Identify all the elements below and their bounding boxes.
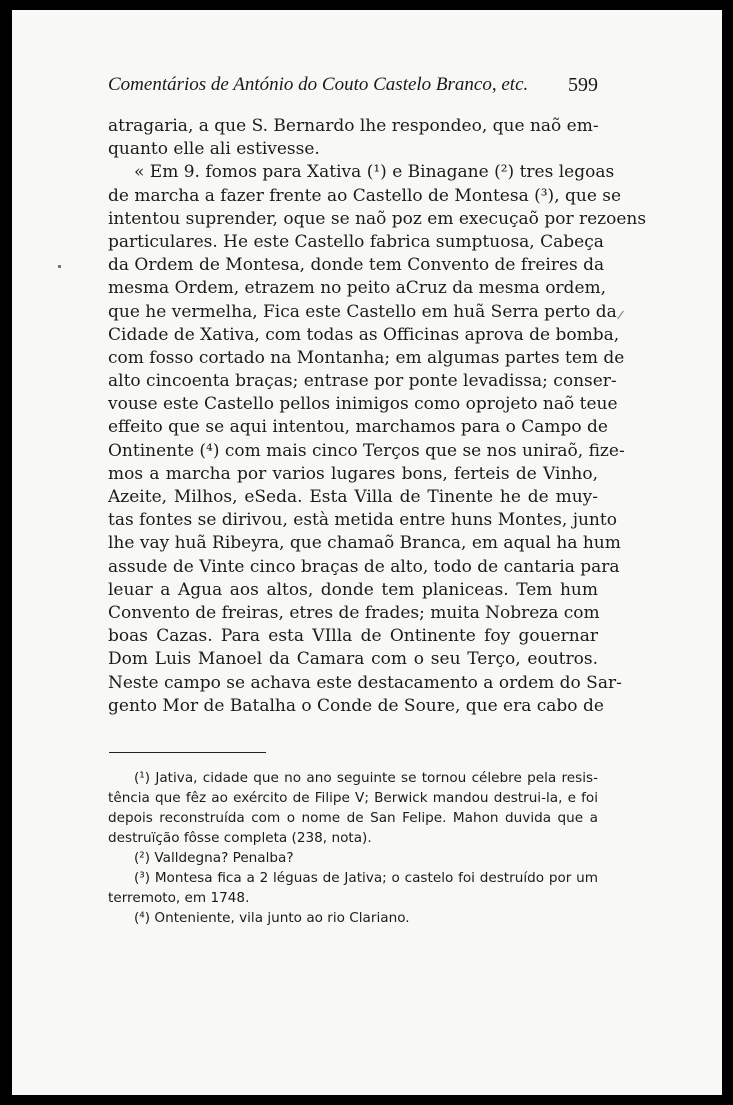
text-line: quanto elle ali estivesse. — [108, 139, 320, 160]
text-line: atragaria, a que S. Bernardo lhe respondeo, que naõ em- — [108, 116, 599, 136]
text-line: boas Cazas. Para esta VIlla de Ontinente foy gouernar — [108, 626, 598, 647]
text-line: particulares. He este Castello fabrica sumptuosa, Cabeça — [108, 231, 604, 252]
footnote-line: destruïção fôsse completa (238, nota). — [108, 830, 372, 846]
text-line: « Em 9. fomos para Xativa (¹) e Binagane (²) tres legoas — [134, 162, 615, 183]
footnote-line: (²) Valldegna? Penalba? — [134, 850, 294, 866]
text-line: assude de Vinte cinco braças de alto, todo de cantaria para — [108, 556, 620, 577]
footnote-line: terremoto, em 1748. — [108, 890, 250, 906]
footnote-line: depois reconstruída com o nome de San Felipe. Mahon duvida que a — [108, 810, 598, 826]
text-line: tas fontes se dirivou, està metida entre huns Montes, junto — [108, 510, 617, 531]
footnotes — [108, 768, 598, 928]
main-text — [108, 115, 647, 718]
text-line: que he vermelha, Fica este Castello em huã Serra perto da — [108, 301, 617, 322]
text-line: intentou suprender, oque se naõ poz em execuçaõ por rezoens — [108, 208, 647, 229]
margin-speck — [58, 265, 61, 268]
text-line: leuar a Agua aos altos, donde tem planiceas. Tem hum — [108, 579, 598, 600]
text-line: de marcha a fazer frente ao Castello de Montesa (³), que se — [108, 185, 622, 206]
page-number: 599 — [568, 74, 598, 96]
text-line: da Ordem de Montesa, donde tem Convento de freires da — [108, 255, 605, 276]
footnote-line: (¹) Jativa, cidade que no ano seguinte se tornou célebre pela resis- — [134, 770, 598, 786]
text-line: mesma Ordem, etrazem no peito aCruz da mesma ordem, — [108, 278, 607, 299]
footnote-line: tência que fêz ao exército de Filipe V; Berwick mandou destrui-la, e foi — [108, 790, 598, 806]
footnote-line: (⁴) Onteniente, vila junto ao rio Clariano. — [134, 910, 410, 926]
book-page — [12, 10, 722, 1095]
text-line: vouse este Castello pellos inimigos como oprojeto naõ teue — [108, 394, 618, 415]
running-title: Comentários de António do Couto Castelo Branco, etc. — [108, 74, 529, 95]
text-line: Ontinente (⁴) com mais cinco Terços que se nos uniraõ, fize- — [108, 440, 625, 461]
text-line: com fosso cortado na Montanha; em algumas partes tem de — [108, 347, 625, 368]
text-line: mos a marcha por varios lugares bons, ferteis de Vinho, — [108, 463, 598, 484]
footnote-line: (³) Montesa fica a 2 léguas de Jativa; o castelo foi destruído por um — [134, 870, 598, 886]
running-header — [108, 74, 598, 104]
text-line: Dom Luis Manoel da Camara com o seu Terço, eoutros. — [108, 649, 598, 670]
footnote-divider — [109, 752, 266, 753]
text-line: Azeite, Milhos, eSeda. Esta Villa de Tinente he de muy- — [108, 487, 598, 507]
text-line: Neste campo se achava este destacamento a ordem do Sar- — [108, 672, 622, 693]
text-line: effeito que se aqui intentou, marchamos para o Campo de — [108, 417, 608, 438]
text-line: alto cincoenta braças; entrase por ponte levadissa; conser- — [108, 371, 617, 392]
text-line: gento Mor de Batalha o Conde de Soure, que era cabo de — [108, 695, 604, 716]
text-line: Convento de freiras, etres de frades; muita Nobreza com — [108, 602, 600, 623]
margin-speck — [617, 311, 624, 320]
text-line: lhe vay huã Ribeyra, que chamaõ Branca, em aqual ha hum — [108, 533, 621, 554]
text-line: Cidade de Xativa, com todas as Officinas aprova de bomba, — [108, 324, 620, 345]
